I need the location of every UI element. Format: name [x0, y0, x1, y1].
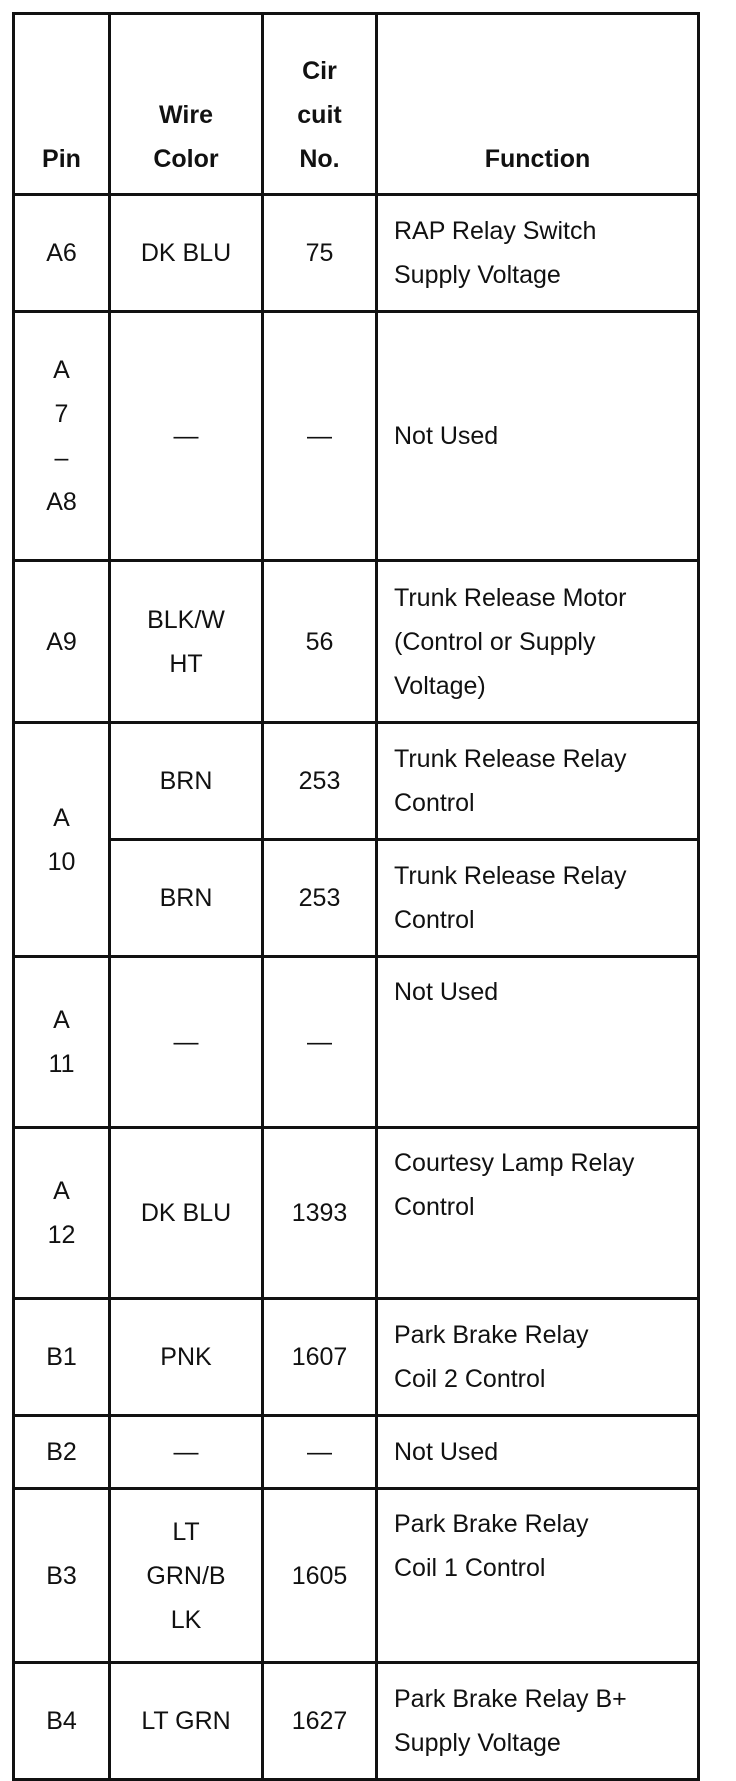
- function-cell: Not Used: [377, 1416, 699, 1489]
- function-cell: Park Brake Relay Coil 2 Control: [377, 1299, 699, 1416]
- pin-cell: B3: [14, 1489, 110, 1663]
- circuit-cell: 1607: [263, 1299, 377, 1416]
- pin-cell: B4: [14, 1663, 110, 1780]
- wire-color-cell: LT GRN/B LK: [110, 1489, 263, 1663]
- circuit-cell: 1627: [263, 1663, 377, 1780]
- function-cell: RAP Relay Switch Supply Voltage: [377, 195, 699, 312]
- table-row: [14, 840, 699, 957]
- function-cell: Trunk Release Relay Control: [377, 723, 699, 840]
- pin-cell: A 12: [14, 1128, 110, 1299]
- pin-cell: A 7 – A8: [14, 312, 110, 561]
- table-row: [14, 1128, 699, 1299]
- table-row: [14, 957, 699, 1128]
- circuit-cell: 75: [263, 195, 377, 312]
- circuit-cell: —: [263, 312, 377, 561]
- wire-color-cell: DK BLU: [110, 195, 263, 312]
- header-function: Function: [377, 14, 699, 195]
- table-row: [14, 1416, 699, 1489]
- circuit-cell: 253: [263, 840, 377, 957]
- wire-color-cell: —: [110, 957, 263, 1128]
- wire-color-cell: PNK: [110, 1299, 263, 1416]
- pin-cell: A 11: [14, 957, 110, 1128]
- connector-pinout-table: [12, 12, 700, 1781]
- circuit-cell: 1393: [263, 1128, 377, 1299]
- circuit-cell: —: [263, 1416, 377, 1489]
- function-cell: Not Used: [377, 312, 699, 561]
- header-wire-color: Wire Color: [110, 14, 263, 195]
- table-row: [14, 561, 699, 723]
- table-row: [14, 312, 699, 561]
- table-row: [14, 723, 699, 840]
- wire-color-cell: LT GRN: [110, 1663, 263, 1780]
- circuit-cell: 56: [263, 561, 377, 723]
- table-header-row: [14, 14, 699, 195]
- wire-color-cell: BRN: [110, 723, 263, 840]
- wire-color-cell: —: [110, 312, 263, 561]
- function-cell: Trunk Release Relay Control: [377, 840, 699, 957]
- function-cell: Park Brake Relay Coil 1 Control: [377, 1489, 699, 1663]
- pin-table-container: [12, 12, 700, 1781]
- table-row: [14, 1489, 699, 1663]
- wire-color-cell: BLK/W HT: [110, 561, 263, 723]
- table-row: [14, 1299, 699, 1416]
- function-cell: Courtesy Lamp Relay Control: [377, 1128, 699, 1299]
- wire-color-cell: —: [110, 1416, 263, 1489]
- table-row: [14, 195, 699, 312]
- function-cell: Park Brake Relay B+ Supply Voltage: [377, 1663, 699, 1780]
- wire-color-cell: DK BLU: [110, 1128, 263, 1299]
- pin-cell: A6: [14, 195, 110, 312]
- circuit-cell: 1605: [263, 1489, 377, 1663]
- pin-cell: B2: [14, 1416, 110, 1489]
- function-cell: Trunk Release Motor (Control or Supply Voltage): [377, 561, 699, 723]
- pin-cell: A 10: [14, 723, 110, 957]
- circuit-cell: —: [263, 957, 377, 1128]
- circuit-cell: 253: [263, 723, 377, 840]
- table-row: [14, 1663, 699, 1780]
- function-cell: Not Used: [377, 957, 699, 1128]
- header-pin: Pin: [14, 14, 110, 195]
- pin-cell: B1: [14, 1299, 110, 1416]
- header-circuit-no: Cir cuit No.: [263, 14, 377, 195]
- pin-cell: A9: [14, 561, 110, 723]
- wire-color-cell: BRN: [110, 840, 263, 957]
